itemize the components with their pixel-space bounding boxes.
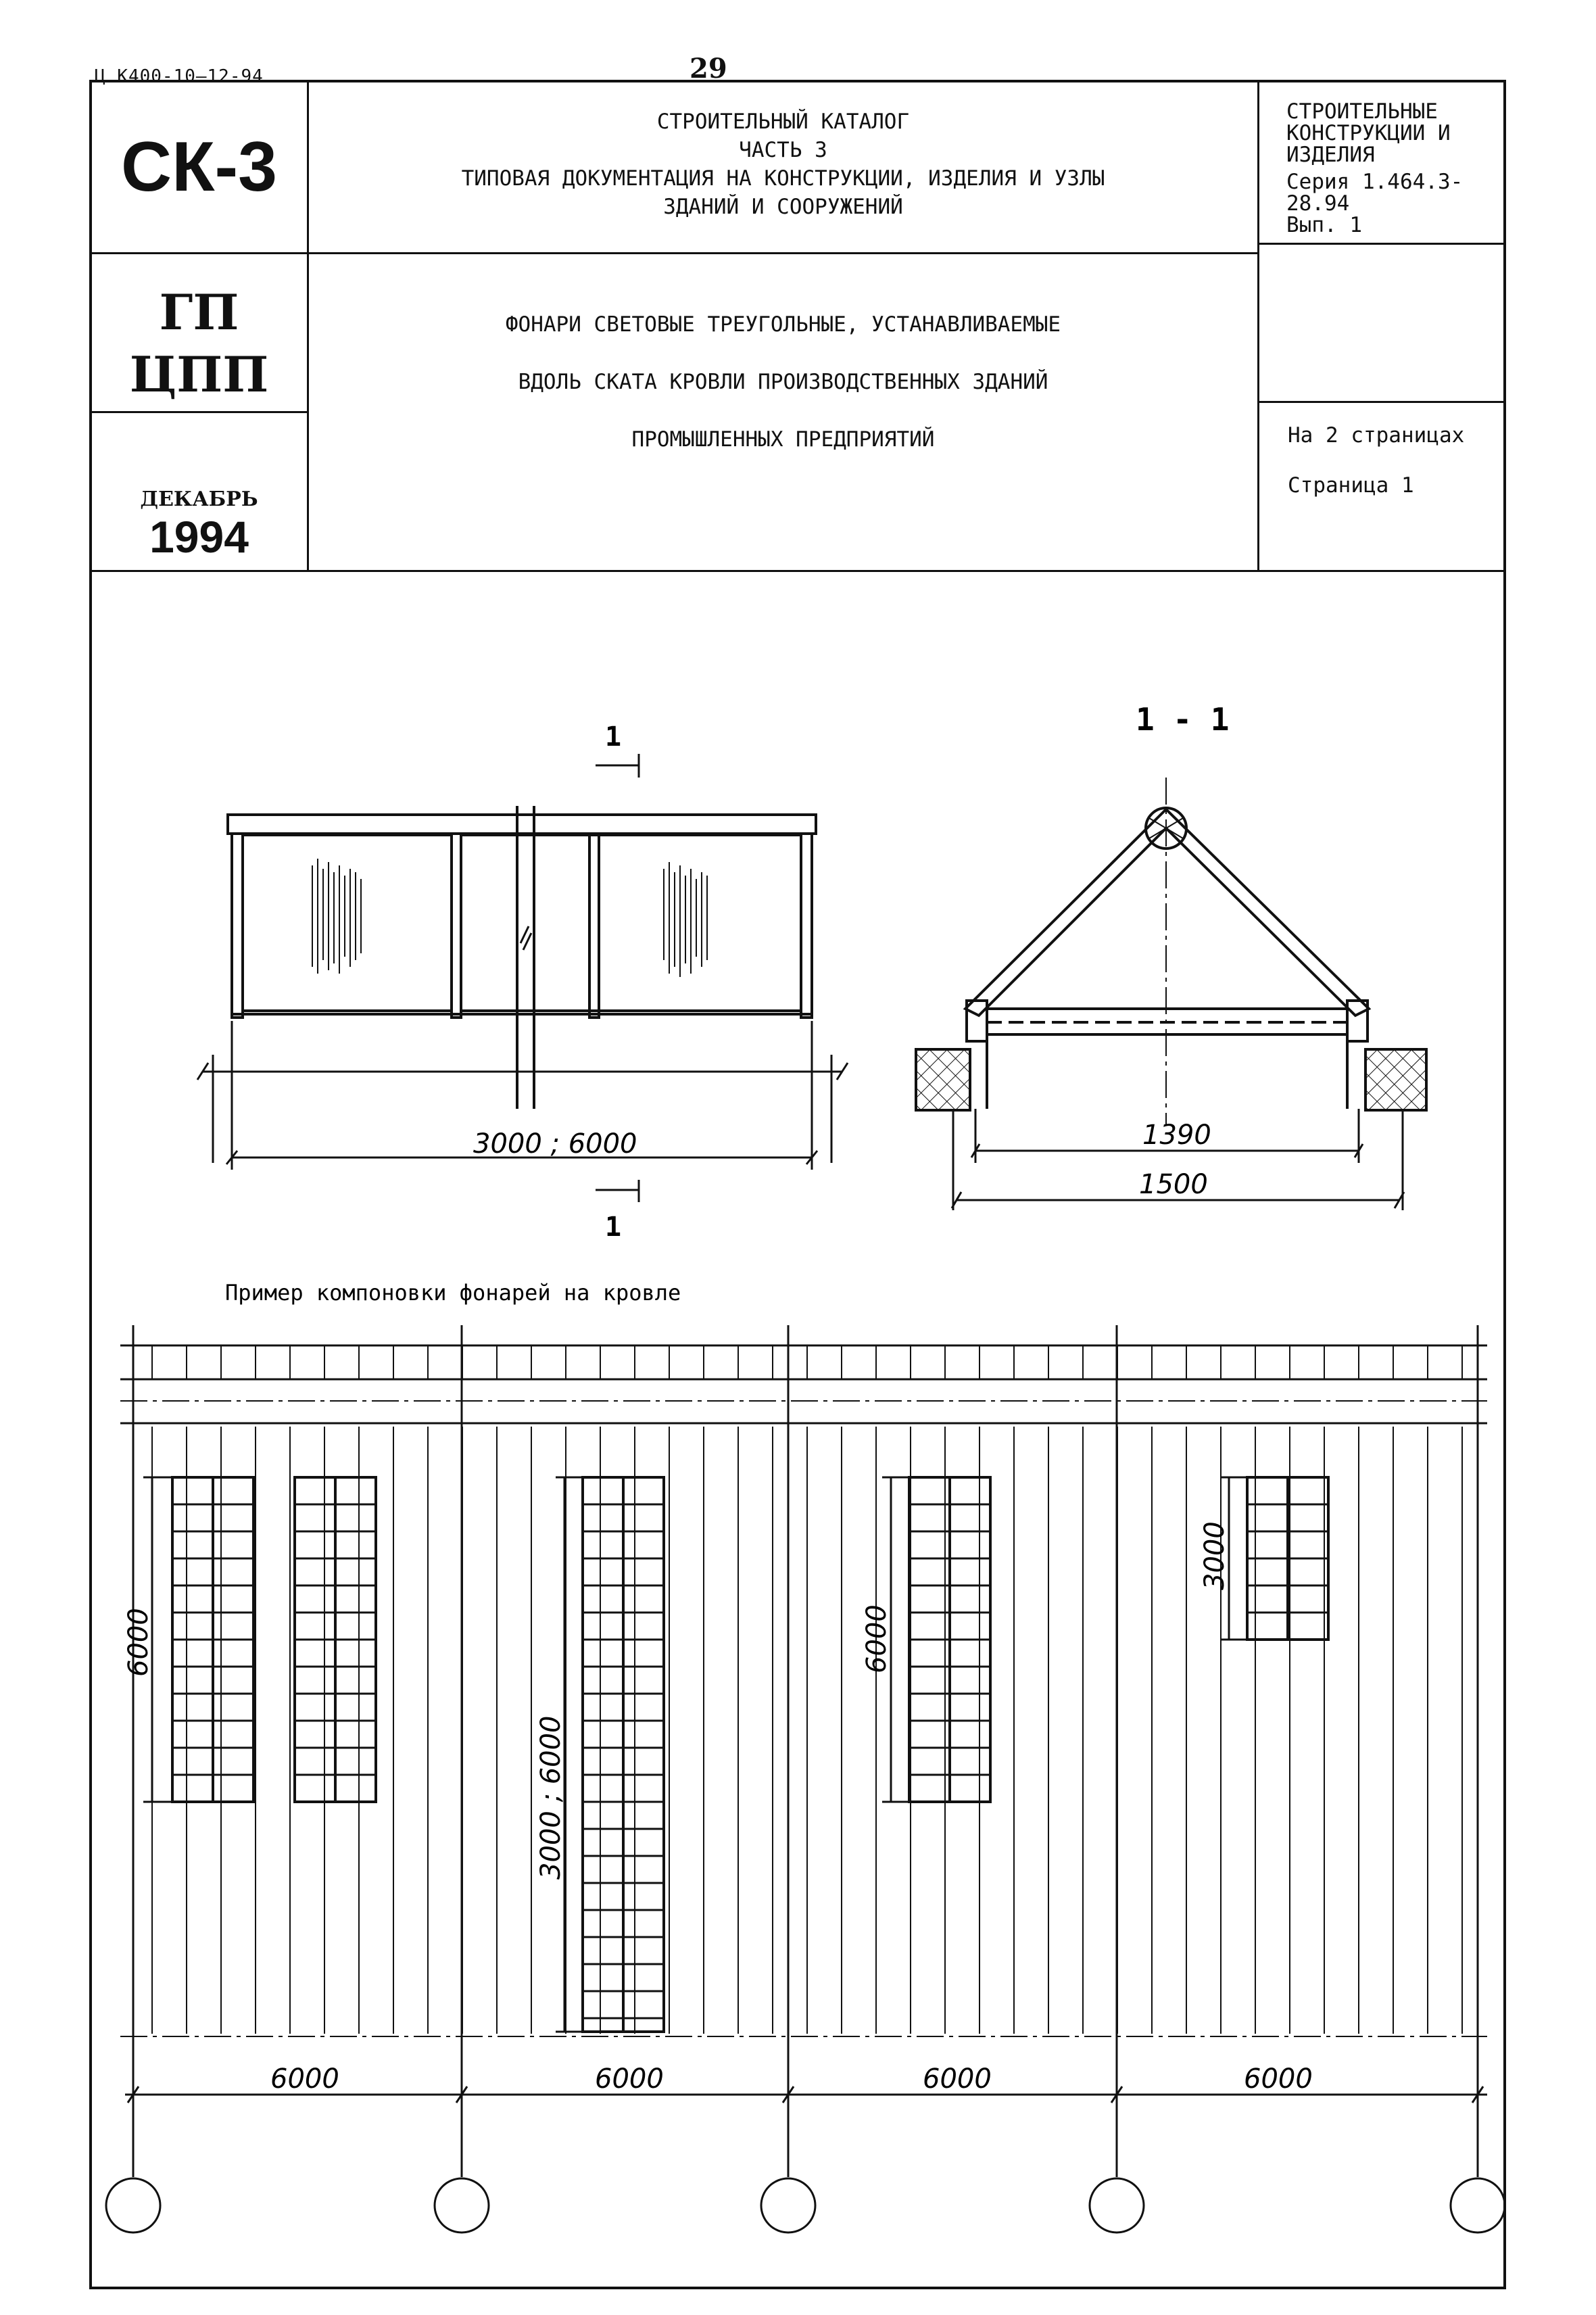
page-number: 29 xyxy=(690,53,727,85)
outer-width-dimension: 1500 xyxy=(1139,1169,1208,1200)
skylight-dim-1: 6000 xyxy=(123,1608,154,1677)
spacing-dim-1: 6000 xyxy=(270,2063,339,2095)
catalog-line-3: ТИПОВАЯ ДОКУМЕНТАЦИЯ НА КОНСТРУКЦИИ, ИЗДЕЛИЯ И УЗЛЫ xyxy=(461,166,1105,191)
spacing-dim-4: 6000 xyxy=(1244,2063,1313,2095)
organization-line-1: ГП xyxy=(159,283,239,341)
section-mark-bottom: 1 xyxy=(605,1212,622,1243)
length-dimension: 3000 ; 6000 xyxy=(473,1128,637,1160)
catalog-line-1: СТРОИТЕЛЬНЫЙ КАТАЛОГ xyxy=(656,110,910,134)
section-line-3: ИЗДЕЛИЯ xyxy=(1286,143,1375,167)
skylight-dim-3: 6000 xyxy=(861,1604,892,1673)
layout-caption: Пример компоновки фонарей на кровле xyxy=(225,1280,681,1306)
section-line-2: КОНСТРУКЦИИ И xyxy=(1286,121,1451,145)
spacing-dim-3: 6000 xyxy=(923,2063,992,2095)
organization-line-2: ЦПП xyxy=(129,345,269,403)
section-mark-top: 1 xyxy=(605,721,622,753)
pages-current: Страница 1 xyxy=(1288,473,1414,498)
roof-plan xyxy=(106,1325,1505,2233)
document-title-line-1: ФОНАРИ СВЕТОВЫЕ ТРЕУГОЛЬНЫЕ, УСТАНАВЛИВАЕМЫЕ xyxy=(505,312,1061,337)
catalog-line-4: ЗДАНИЙ И СООРУЖЕНИЙ xyxy=(663,195,903,219)
spacing-dim-2: 6000 xyxy=(595,2063,664,2095)
skylight-dim-2: 3000 ; 6000 xyxy=(535,1715,566,1880)
date-year: 1994 xyxy=(149,512,249,562)
document-code: Ц К400-10—12-94 xyxy=(95,66,264,87)
roof-skylights xyxy=(172,1477,1328,2032)
document-title-line-2: ВДОЛЬ СКАТА КРОВЛИ ПРОИЗВОДСТВЕННЫХ ЗДАНИЙ xyxy=(518,370,1048,394)
pages-total: На 2 страницах xyxy=(1288,423,1465,448)
section-line-1: СТРОИТЕЛЬНЫЕ xyxy=(1286,99,1438,124)
catalog-line-2: ЧАСТЬ 3 xyxy=(739,138,827,162)
inner-width-dimension: 1390 xyxy=(1142,1120,1211,1151)
issue-number: Вып. 1 xyxy=(1286,213,1362,237)
series-number: Серия 1.464.3-28.94 xyxy=(1286,170,1464,216)
document-title-line-3: ПРОМЫШЛЕННЫХ ПРЕДПРИЯТИЙ xyxy=(631,427,935,452)
section-title: 1 - 1 xyxy=(1136,701,1230,738)
catalog-code: СК-3 xyxy=(120,127,278,206)
date-month: ДЕКАБРЬ xyxy=(140,487,258,511)
skylight-dim-4: 3000 xyxy=(1199,1521,1230,1590)
